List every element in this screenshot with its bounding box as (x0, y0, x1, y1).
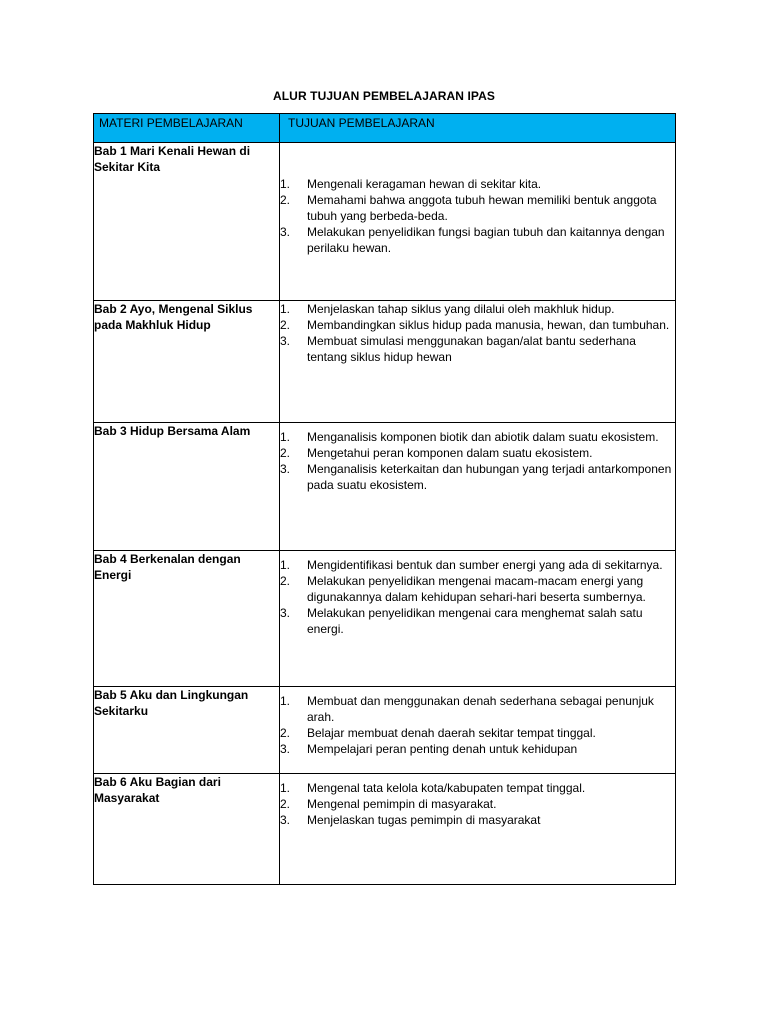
document-title: ALUR TUJUAN PEMBELAJARAN IPAS (272, 89, 496, 103)
table-row (94, 143, 676, 301)
goal-text: Memahami bahwa anggota tubuh hewan memiliki bentuk anggota tubuh yang berbeda-beda. (307, 193, 657, 223)
goal-text: Mengetahui peran komponen dalam suatu ekosistem. (307, 446, 593, 460)
goal-text: Melakukan penyelidikan mengenai macam-macam energi yang digunakannya dalam kehidupan sehari-hari beserta sumbernya. (307, 574, 646, 604)
goal-item (280, 693, 675, 725)
goal-item (280, 796, 675, 812)
goal-item (280, 176, 675, 192)
goal-list (280, 301, 675, 365)
goal-number: 1. (280, 558, 291, 572)
goal-text: Menganalisis keterkaitan dan hubungan yang terjadi antarkomponen pada suatu ekosistem. (307, 462, 672, 492)
goal-text: Menganalisis komponen biotik dan abiotik dalam suatu ekosistem. (307, 430, 659, 444)
tujuan-cell (280, 143, 676, 301)
goal-item (280, 192, 675, 224)
goal-item (280, 725, 675, 741)
goal-list (280, 429, 675, 493)
goal-item (280, 224, 675, 256)
goal-list (280, 557, 675, 637)
goal-item (280, 429, 675, 445)
materi-cell: Bab 5 Aku dan Lingkungan Sekitarku (94, 687, 280, 774)
goal-text: Mengenal tata kelola kota/kabupaten tempat tinggal. (307, 781, 586, 795)
goal-text: Mengenali keragaman hewan di sekitar kita. (307, 177, 542, 191)
table-row (94, 423, 676, 551)
goal-number: 1. (280, 694, 291, 708)
goal-item (280, 741, 675, 757)
goal-item (280, 301, 675, 317)
goal-number: 2. (280, 193, 291, 207)
goal-item (280, 780, 675, 796)
materi-cell: Bab 3 Hidup Bersama Alam (94, 423, 280, 551)
goal-text: Membuat simulasi menggunakan bagan/alat bantu sederhana tentang siklus hidup hewan (307, 334, 636, 364)
goal-number: 1. (280, 781, 291, 795)
goal-number: 2. (280, 446, 291, 460)
tujuan-cell (280, 423, 676, 551)
goal-item (280, 317, 675, 333)
table-row (94, 687, 676, 774)
goal-number: 3. (280, 462, 291, 476)
header-tujuan: TUJUAN PEMBELAJARAN (280, 114, 676, 143)
goal-number: 1. (280, 177, 291, 191)
goal-number: 1. (280, 302, 291, 316)
goal-number: 3. (280, 225, 291, 239)
goal-number: 3. (280, 813, 291, 827)
goal-text: Menjelaskan tugas pemimpin di masyarakat (307, 813, 541, 827)
goal-text: Membuat dan menggunakan denah sederhana sebagai penunjuk arah. (307, 694, 654, 724)
goal-number: 2. (280, 726, 291, 740)
goal-text: Mengenal pemimpin di masyarakat. (307, 797, 497, 811)
goal-item (280, 573, 675, 605)
materi-cell: Bab 6 Aku Bagian dari Masyarakat (94, 774, 280, 885)
goal-text: Mempelajari peran penting denah untuk kehidupan (307, 742, 578, 756)
goal-item (280, 333, 675, 365)
materi-cell: Bab 4 Berkenalan dengan Energi (94, 551, 280, 687)
materi-cell: Bab 1 Mari Kenali Hewan di Sekitar Kita (94, 143, 280, 301)
goal-item (280, 812, 675, 828)
goal-text: Belajar membuat denah daerah sekitar tempat tinggal. (307, 726, 596, 740)
table-header-row (94, 114, 676, 143)
goal-list (280, 693, 675, 757)
materi-cell: Bab 2 Ayo, Mengenal Siklus pada Makhluk Hidup (94, 301, 280, 423)
goal-number: 2. (280, 318, 291, 332)
tujuan-cell (280, 774, 676, 885)
goal-text: Melakukan penyelidikan fungsi bagian tubuh dan kaitannya dengan perilaku hewan. (307, 225, 665, 255)
tujuan-cell (280, 551, 676, 687)
goal-item (280, 445, 675, 461)
goal-item (280, 557, 675, 573)
goal-list (280, 176, 675, 256)
goal-number: 1. (280, 430, 291, 444)
goal-number: 3. (280, 742, 291, 756)
goal-item (280, 461, 675, 493)
goal-number: 3. (280, 606, 291, 620)
goal-text: Melakukan penyelidikan mengenai cara menghemat salah satu energi. (307, 606, 643, 636)
header-materi: MATERI PEMBELAJARAN (94, 114, 280, 143)
table-row (94, 774, 676, 885)
tujuan-cell (280, 301, 676, 423)
goal-number: 3. (280, 334, 291, 348)
goal-text: Mengidentifikasi bentuk dan sumber energi yang ada di sekitarnya. (307, 558, 663, 572)
goal-list (280, 780, 675, 828)
goal-text: Menjelaskan tahap siklus yang dilalui oleh makhluk hidup. (307, 302, 615, 316)
table-row (94, 551, 676, 687)
goal-number: 2. (280, 797, 291, 811)
goal-item (280, 605, 675, 637)
goal-text: Membandingkan siklus hidup pada manusia, hewan, dan tumbuhan. (307, 318, 670, 332)
table-row (94, 301, 676, 423)
goal-number: 2. (280, 574, 291, 588)
tujuan-cell (280, 687, 676, 774)
learning-objectives-table (93, 113, 676, 885)
